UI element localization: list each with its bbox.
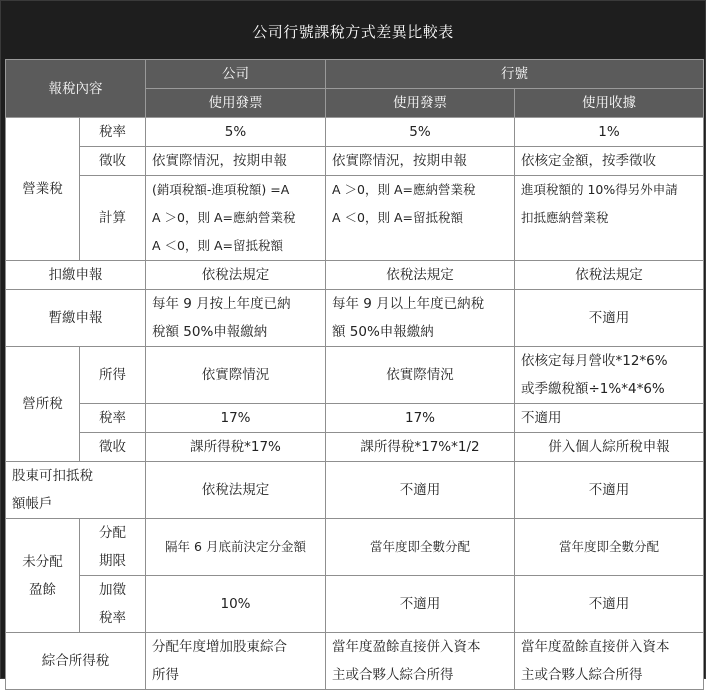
cell-line: 未分配 xyxy=(22,553,63,570)
cell: 依實際情況，按期申報 xyxy=(326,147,515,176)
cell xyxy=(326,290,515,347)
page-title: 公司行號課稅方式差異比較表 xyxy=(1,1,705,57)
cell: 不適用 xyxy=(515,462,704,519)
cell-line: 稅額 50%申報繳納 xyxy=(152,324,268,340)
cell: 當年度即全數分配 xyxy=(515,519,704,576)
cell xyxy=(146,290,326,347)
cell: 課所得稅*17% xyxy=(146,433,326,462)
cell-line: 分配 xyxy=(99,525,126,541)
row-label-provisional: 暫繳申報 xyxy=(6,290,146,347)
table-row xyxy=(6,576,704,633)
cell: 依核定金額，按季徵收 xyxy=(515,147,704,176)
cell-line: A ＜0，則 A=留抵稅額 xyxy=(152,238,283,253)
table-row xyxy=(6,404,704,433)
table-row xyxy=(6,176,704,261)
header-firm-invoice: 使用發票 xyxy=(326,89,515,118)
cell: 依稅法規定 xyxy=(326,261,515,290)
cell-line: 當年度盈餘直接併入資本 xyxy=(332,639,481,655)
cell-line: 盈餘 xyxy=(29,581,56,598)
cell-line: 稅率 xyxy=(99,610,126,626)
cell: 依實際情況，按期申報 xyxy=(146,147,326,176)
cell: 依稅法規定 xyxy=(146,261,326,290)
row-label-undistributed xyxy=(6,519,80,633)
cell-line: 股東可扣抵稅 xyxy=(12,468,93,484)
cell xyxy=(515,633,704,690)
cell xyxy=(146,176,326,261)
sub-label xyxy=(80,519,146,576)
cell-line: A ＞0，則 A=應納營業稅 xyxy=(332,182,476,197)
table-row xyxy=(6,118,704,147)
cell: 10% xyxy=(146,576,326,633)
cell xyxy=(326,633,515,690)
cell: 依實際情況 xyxy=(146,347,326,404)
cell xyxy=(515,176,704,261)
cell-line: A ＜0，則 A=留抵稅額 xyxy=(332,210,463,225)
header-row-1 xyxy=(6,60,704,89)
cell: 17% xyxy=(326,404,515,433)
cell: 1% xyxy=(515,118,704,147)
cell xyxy=(515,347,704,404)
cell: 不適用 xyxy=(326,576,515,633)
row-label-consolidated: 綜合所得稅 xyxy=(6,633,146,690)
cell: 依實際情況 xyxy=(326,347,515,404)
cell: 不適用 xyxy=(515,576,704,633)
cell-line: 進項稅額的 10%得另外申請 xyxy=(521,182,678,197)
header-report-content: 報稅內容 xyxy=(6,60,146,118)
cell-line: 依核定每月營收*12*6% xyxy=(521,353,668,369)
cell-line: (銷項稅額-進項稅額) =A xyxy=(152,182,290,197)
cell-line: 當年度盈餘直接併入資本 xyxy=(521,639,670,655)
cell: 課所得稅*17%*1/2 xyxy=(326,433,515,462)
row-label-imputation xyxy=(6,462,146,519)
cell: 17% xyxy=(146,404,326,433)
sub-label: 徵收 xyxy=(80,147,146,176)
cell xyxy=(326,176,515,261)
table-row xyxy=(6,290,704,347)
cell-line: 期限 xyxy=(99,553,126,569)
row-label-business-tax: 營業稅 xyxy=(6,118,80,261)
table-row xyxy=(6,433,704,462)
cell: 5% xyxy=(326,118,515,147)
cell-line: 每年 9 月以上年度已納稅 xyxy=(332,296,485,312)
cell: 不適用 xyxy=(326,462,515,519)
cell-line: 主或合夥人綜合所得 xyxy=(332,667,454,683)
cell-line: 主或合夥人綜合所得 xyxy=(521,667,643,683)
cell xyxy=(146,633,326,690)
cell-line: 或季繳稅額÷1%*4*6% xyxy=(521,381,665,397)
sub-label: 所得 xyxy=(80,347,146,404)
row-label-withholding: 扣繳申報 xyxy=(6,261,146,290)
sub-label: 稅率 xyxy=(80,404,146,433)
comparison-table xyxy=(5,59,704,690)
cell: 當年度即全數分配 xyxy=(326,519,515,576)
cell: 不適用 xyxy=(515,290,704,347)
cell: 併入個人綜所稅申報 xyxy=(515,433,704,462)
cell-line: 所得 xyxy=(152,667,179,683)
cell-line: 加徵 xyxy=(99,582,126,598)
header-company: 公司 xyxy=(146,60,326,89)
sub-label: 稅率 xyxy=(80,118,146,147)
cell-line: 額帳戶 xyxy=(12,496,53,512)
cell: 不適用 xyxy=(515,404,704,433)
header-firm: 行號 xyxy=(326,60,704,89)
cell: 5% xyxy=(146,118,326,147)
table-row xyxy=(6,147,704,176)
header-firm-receipt: 使用收據 xyxy=(515,89,704,118)
table-row xyxy=(6,347,704,404)
cell-line: 額 50%申報繳納 xyxy=(332,324,434,340)
cell-line: 分配年度增加股東綜合 xyxy=(152,639,287,655)
sub-label: 計算 xyxy=(80,176,146,261)
row-label-income-tax: 營所稅 xyxy=(6,347,80,462)
cell-line: A ＞0，則 A=應納營業稅 xyxy=(152,210,296,225)
cell: 依稅法規定 xyxy=(146,462,326,519)
sub-label: 徵收 xyxy=(80,433,146,462)
cell-line: 扣抵應納營業稅 xyxy=(521,210,609,225)
table-row xyxy=(6,633,704,690)
cell: 隔年 6 月底前決定分金額 xyxy=(146,519,326,576)
table-row xyxy=(6,462,704,519)
header-company-invoice: 使用發票 xyxy=(146,89,326,118)
sub-label xyxy=(80,576,146,633)
cell: 依稅法規定 xyxy=(515,261,704,290)
table-row xyxy=(6,261,704,290)
cell-line: 每年 9 月按上年度已納 xyxy=(152,296,291,312)
table-row xyxy=(6,519,704,576)
